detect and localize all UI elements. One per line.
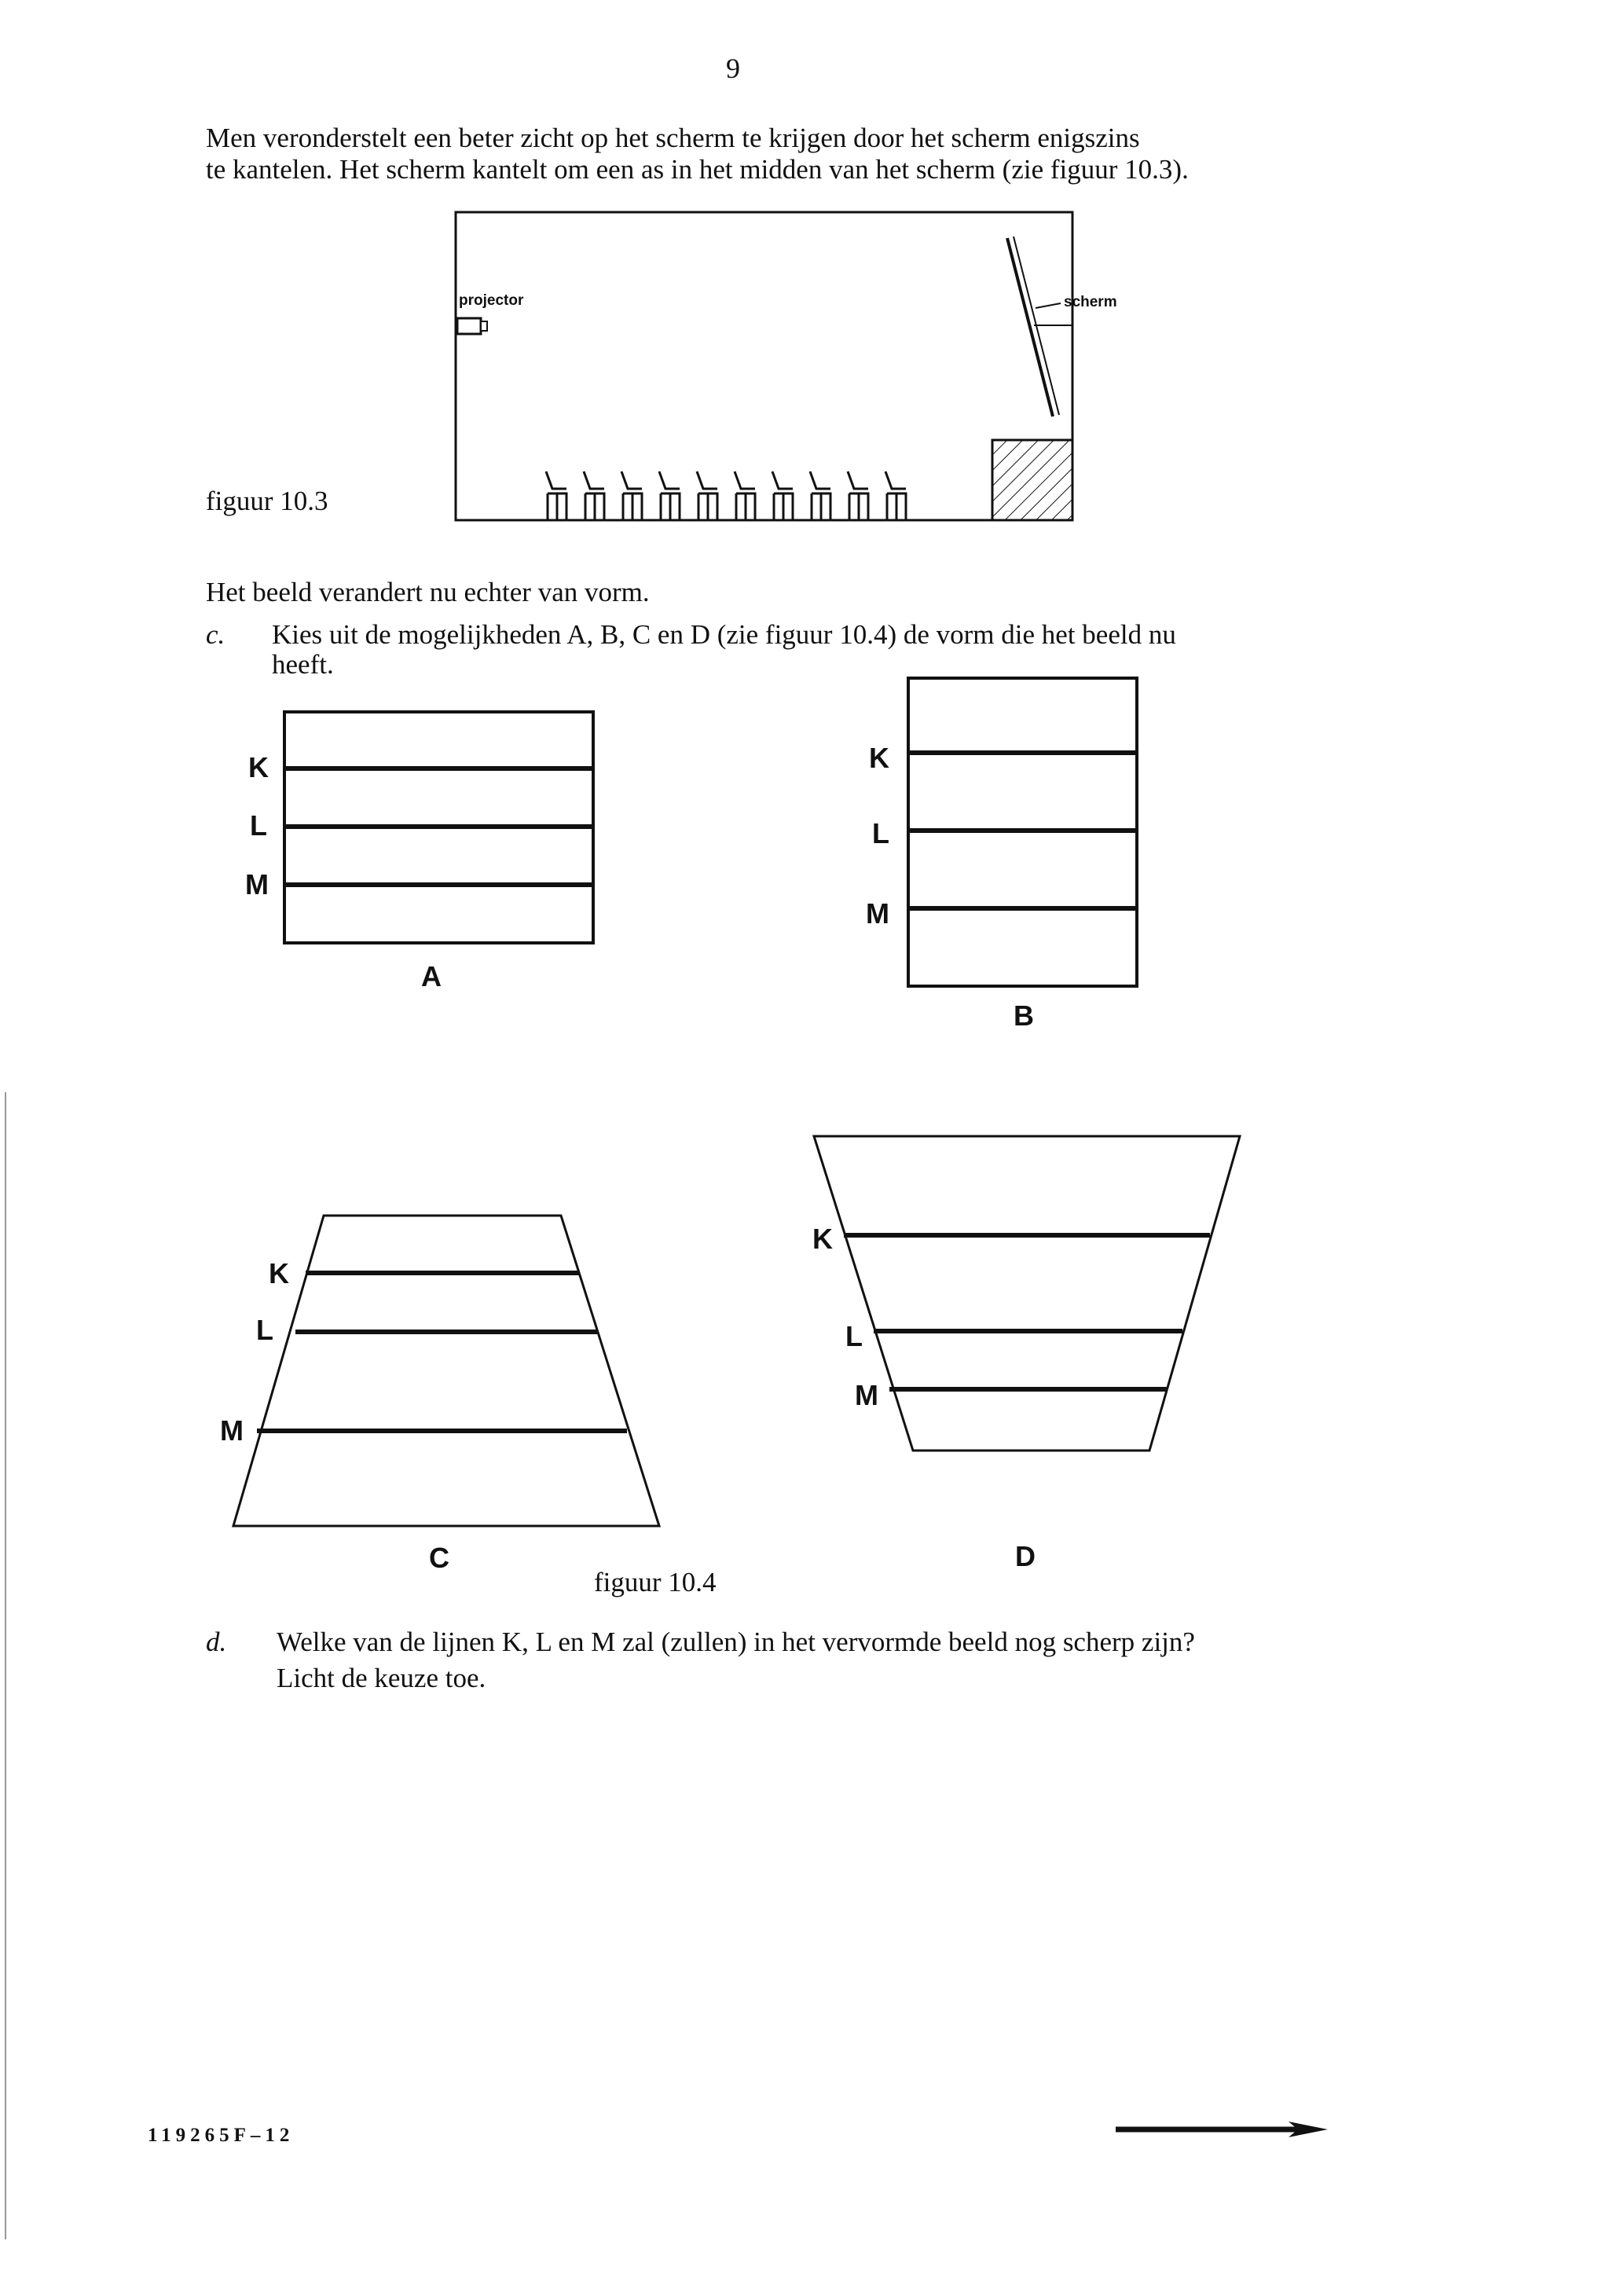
- question-d-marker: d.: [206, 1627, 227, 1657]
- option-b-label-m: M: [866, 897, 889, 930]
- footer-code: 119265F–12: [148, 2125, 295, 2146]
- question-d-line-1: Welke van de lijnen K, L en M zal (zullen) in het vervormde beeld nog scherp zijn?: [277, 1627, 1195, 1657]
- scan-edge-line: [5, 1092, 6, 2239]
- question-d-line-2: Licht de keuze toe.: [277, 1663, 486, 1693]
- option-c-label-k: K: [269, 1257, 289, 1289]
- question-c-line-1: Kies uit de mogelijkheden A, B, C en D (zie figuur 10.4) de vorm die het beeld nu: [272, 619, 1176, 650]
- option-d-label-k: K: [812, 1223, 833, 1255]
- option-a-label-k: K: [248, 751, 269, 783]
- option-c-label-l: L: [256, 1314, 273, 1346]
- option-d-letter: D: [1015, 1540, 1036, 1572]
- option-b-label-k: K: [869, 742, 889, 774]
- figure-10-4-caption: figuur 10.4: [594, 1567, 717, 1597]
- screen-label: scherm: [1064, 294, 1117, 310]
- option-b-letter: B: [1014, 999, 1034, 1032]
- intro-line-2: te kantelen. Het scherm kantelt om een as in het midden van het scherm (zie figuur 10.3).: [206, 154, 1189, 185]
- option-c-label-m: M: [220, 1414, 244, 1447]
- option-d-label-l: L: [845, 1320, 863, 1352]
- option-a-letter: A: [421, 960, 442, 992]
- question-c-line-2: heeft.: [272, 649, 334, 680]
- option-a-label-m: M: [245, 868, 269, 900]
- option-c-letter: C: [429, 1542, 449, 1574]
- option-d-label-m: M: [855, 1379, 878, 1411]
- question-c-marker: c.: [206, 619, 225, 650]
- option-b-label-l: L: [872, 817, 889, 849]
- page-number: 9: [726, 53, 740, 84]
- figure-10-3-caption: figuur 10.3: [206, 486, 328, 516]
- option-a-label-l: L: [250, 809, 267, 842]
- projector-label: projector: [459, 292, 524, 309]
- shape-text: Het beeld verandert nu echter van vorm.: [206, 577, 650, 607]
- intro-line-1: Men veronderstelt een beter zicht op het scherm te krijgen door het scherm enigszins: [206, 123, 1140, 153]
